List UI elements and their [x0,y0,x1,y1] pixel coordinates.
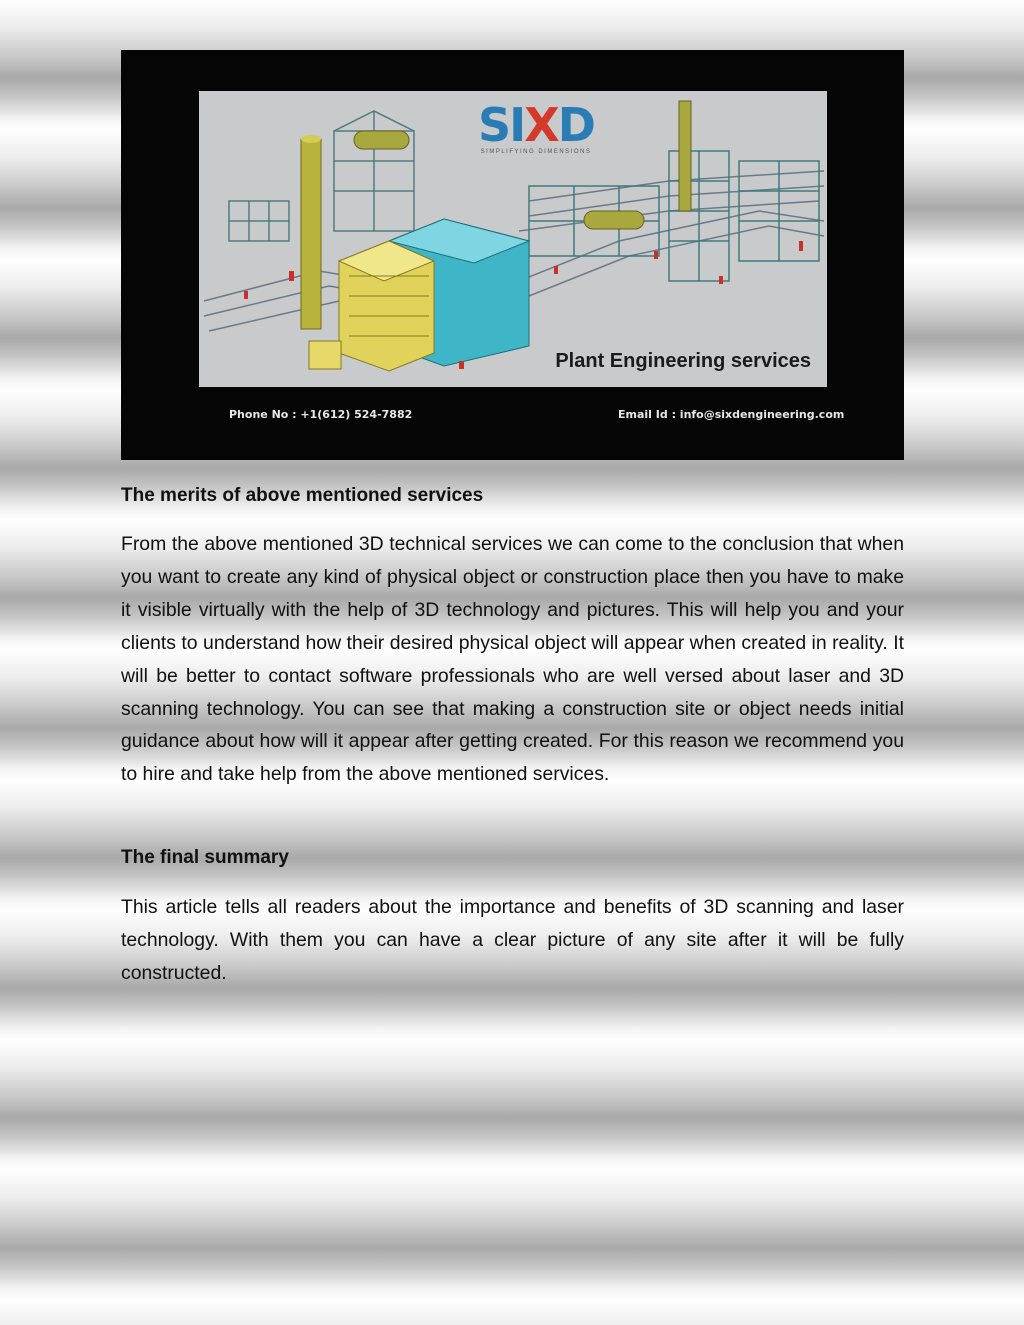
banner-image [121,50,904,460]
banner-caption: Plant Engineering services [555,350,811,372]
logo-suffix: D [557,98,594,152]
section-heading-merits: The merits of above mentioned services [121,485,484,506]
section-body-summary: This article tells all readers about the importance and benefits of 3D scanning and laser technology. With them you can have a clear picture of any site after it will be fully constructed. [121,896,904,984]
plant-render [199,91,827,387]
sixd-logo [477,99,595,155]
logo-x: X [524,98,558,152]
section-heading-summary: The final summary [121,847,289,868]
logo-wordmark [477,99,595,151]
logo-tagline: SIMPLIFYING DIMENSIONS [480,149,592,155]
logo-prefix: SI [478,98,525,152]
banner-email: Email Id : info@sixdengineering.com [618,408,845,421]
section-body-merits: From the above mentioned 3D technical services we can come to the conclusion that when you want to create any kind of physical object or construction place then you have to make it visible virtually with the help of 3D technology and pictures. This will help you and your clients to understand how their desired physical object will appear when created in reality. It will be better to contact software professionals who are well versed about laser and 3D scanning technology. You can see that making a construction site or object needs initial guidance about how will it appear after getting created. For this reason we recommend you to hire and take help from the above mentioned services. [121,533,904,786]
banner-phone: Phone No : +1(612) 524-7882 [229,408,413,421]
